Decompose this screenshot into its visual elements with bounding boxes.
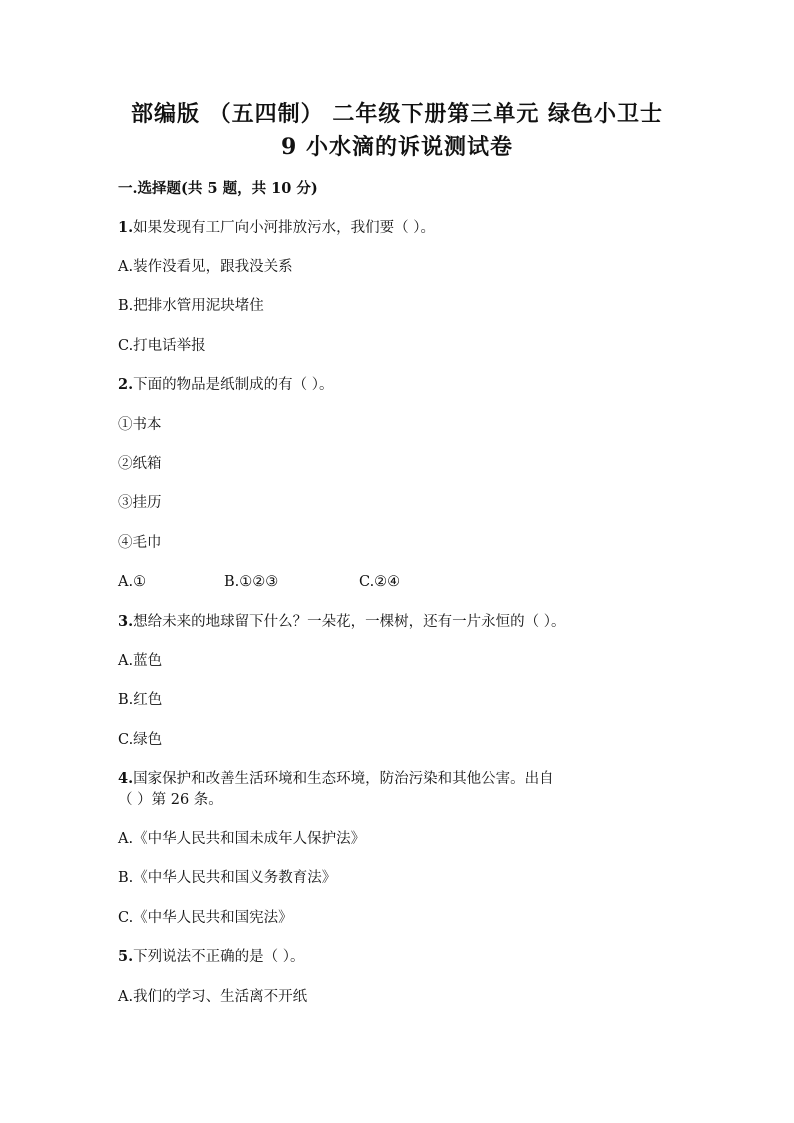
question-1 bbox=[118, 218, 435, 238]
question-text: 下列说法不正确的是（ ）。 bbox=[133, 949, 305, 965]
section-heading: 一.选择题(共 5 题，共 10 分) bbox=[118, 180, 318, 197]
question-number: 1. bbox=[118, 219, 134, 236]
item-2-3: ③挂历 bbox=[118, 495, 162, 511]
question-number: 3. bbox=[118, 613, 134, 630]
question-3 bbox=[118, 612, 566, 632]
option-4b: B.《中华人民共和国义务教育法》 bbox=[118, 870, 337, 886]
document-title-line1: 部编版 （五四制） 二年级下册第三单元 绿色小卫士 bbox=[131, 101, 663, 127]
option-3b: B.红色 bbox=[118, 692, 163, 708]
question-number: 2. bbox=[118, 376, 134, 393]
option-1a: A.装作没看见，跟我没关系 bbox=[118, 259, 293, 275]
option-5a: A.我们的学习、生活离不开纸 bbox=[118, 989, 308, 1005]
question-number: 5. bbox=[118, 948, 134, 965]
question-4 bbox=[118, 769, 554, 789]
option-3c: C.绿色 bbox=[118, 732, 163, 748]
question-2 bbox=[118, 375, 334, 395]
option-3a: A.蓝色 bbox=[118, 653, 163, 669]
question-text: 下面的物品是纸制成的有（ ）。 bbox=[133, 377, 334, 393]
option-2a: A.① bbox=[118, 574, 147, 590]
question-text: 想给未来的地球留下什么？一朵花，一棵树，还有一片永恒的（ ）。 bbox=[133, 614, 566, 630]
option-2c: C.②④ bbox=[359, 574, 401, 590]
item-2-4: ④毛巾 bbox=[118, 535, 162, 551]
document-title-line2: 9 小水滴的诉说测试卷 bbox=[281, 134, 513, 160]
option-1b: B.把排水管用泥块堵住 bbox=[118, 298, 264, 314]
question-4-continued: （ ）第 26 条。 bbox=[118, 792, 223, 808]
options-row-2 bbox=[118, 572, 478, 592]
question-number: 4. bbox=[118, 770, 134, 787]
item-2-1: ①书本 bbox=[118, 417, 162, 433]
question-text: 如果发现有工厂向小河排放污水，我们要（ ）。 bbox=[133, 220, 435, 236]
option-4a: A.《中华人民共和国未成年人保护法》 bbox=[118, 831, 366, 847]
option-2b: B.①②③ bbox=[224, 574, 279, 590]
question-text: 国家保护和改善生活环境和生态环境，防治污染和其他公害。出自 bbox=[133, 771, 554, 787]
option-4c: C.《中华人民共和国宪法》 bbox=[118, 910, 293, 926]
item-2-2: ②纸箱 bbox=[118, 456, 162, 472]
option-1c: C.打电话举报 bbox=[118, 338, 206, 354]
question-5 bbox=[118, 947, 305, 967]
